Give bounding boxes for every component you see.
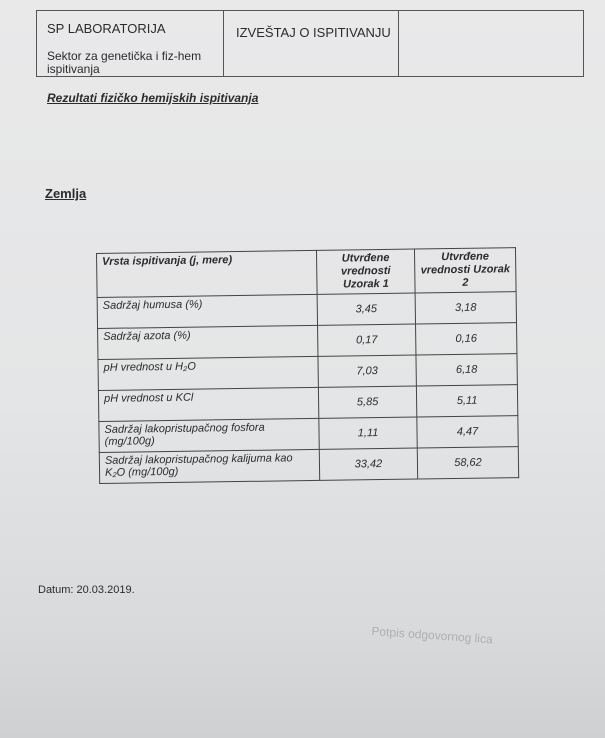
row-label: Sadržaj azota (%) bbox=[98, 325, 318, 359]
sample-2-value: 0,16 bbox=[416, 323, 517, 355]
report-title: IZVEŠTAJ O ISPITIVANJU bbox=[236, 25, 391, 40]
sample-1-value: 7,03 bbox=[318, 355, 416, 387]
sample-2-value: 3,18 bbox=[415, 292, 516, 324]
row-label: Sadržaj lakopristupačnog fosfora (mg/100g) bbox=[99, 418, 319, 452]
sample-1-value: 5,85 bbox=[318, 386, 416, 418]
column-header-sample-1: Utvrđene vrednosti Uzorak 1 bbox=[316, 249, 415, 294]
sample-1-value: 33,42 bbox=[319, 448, 417, 480]
row-label: Sadržaj humusa (%) bbox=[97, 294, 317, 328]
sample-2-value: 5,11 bbox=[416, 385, 517, 417]
sample-2-value: 58,62 bbox=[417, 447, 518, 479]
sample-2-value: 6,18 bbox=[416, 354, 517, 386]
row-label: pH vrednost u H₂O bbox=[98, 356, 318, 390]
table-row bbox=[99, 447, 518, 484]
section-title: Rezultati fizičko hemijskih ispitivanja bbox=[47, 91, 259, 105]
results-table bbox=[96, 247, 519, 484]
header-empty-cell bbox=[399, 11, 584, 77]
table-header-row bbox=[97, 248, 517, 298]
subsection-title: Zemlja bbox=[45, 186, 87, 201]
row-label: Sadržaj lakopristupačnog kalijuma kao K₂O (mg/100g) bbox=[99, 449, 319, 483]
sample-2-value: 4,47 bbox=[417, 416, 518, 448]
lab-name: SP LABORATORIJA bbox=[47, 21, 166, 36]
report-title-cell bbox=[224, 11, 399, 77]
report-date: Datum: 20.03.2019. bbox=[38, 584, 135, 596]
signature-label: Potpis odgovornog lica bbox=[371, 624, 494, 647]
sample-1-value: 0,17 bbox=[318, 324, 416, 356]
row-label: pH vrednost u KCl bbox=[98, 387, 318, 421]
lab-sector: Sektor za genetička i fiz-hem ispitivanja bbox=[47, 49, 202, 76]
lab-info-cell bbox=[37, 11, 224, 77]
column-header-test: Vrsta ispitivanja (j, mere) bbox=[97, 250, 318, 297]
report-header bbox=[36, 10, 584, 77]
sample-1-value: 3,45 bbox=[317, 293, 415, 325]
column-header-sample-2: Utvrđene vrednosti Uzorak 2 bbox=[414, 248, 516, 293]
sample-1-value: 1,11 bbox=[319, 417, 417, 449]
